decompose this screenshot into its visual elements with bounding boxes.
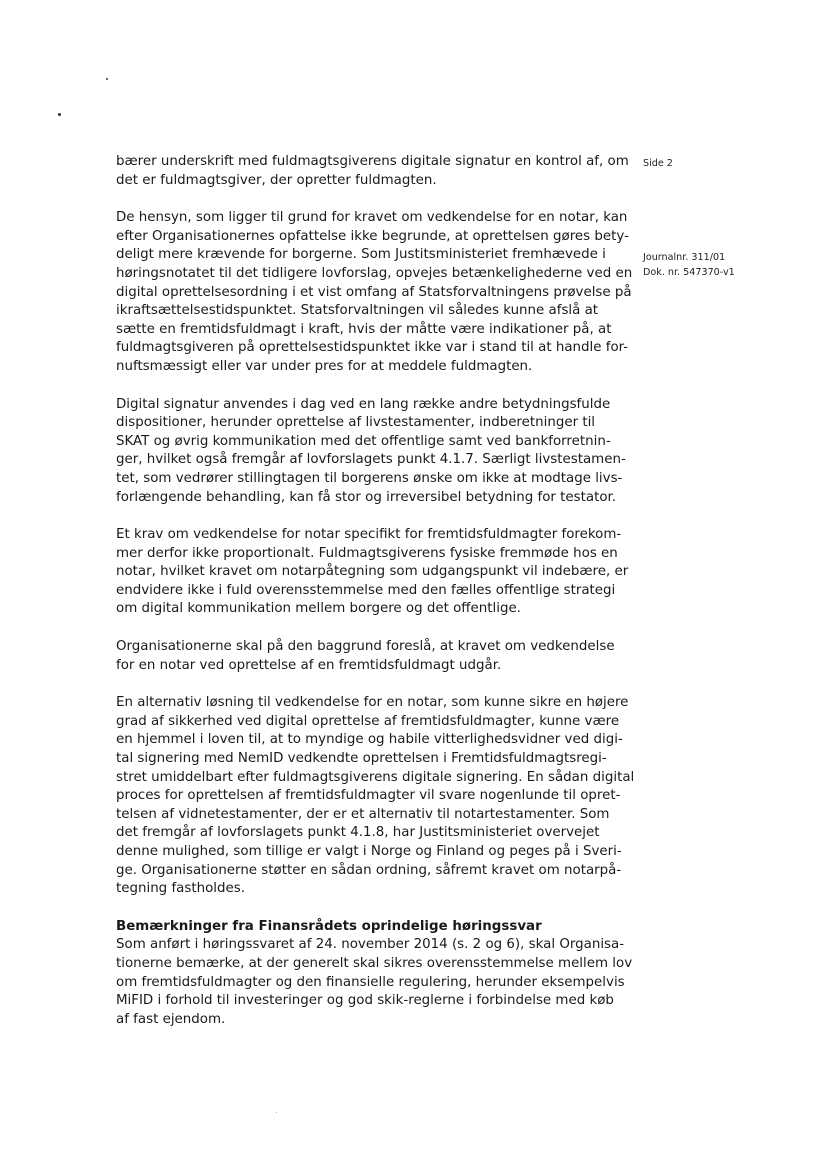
text-line: af fast ejendom. [116,1011,226,1027]
text-line: endvidere ikke i fuld overensstemmelse med den fælles offentlige strategi [116,582,616,598]
text-line: forlængende behandling, kan få stor og irreversibel betydning for testator. [116,489,617,505]
paragraph [116,153,629,190]
scan-speck [276,1112,277,1113]
text-line: Organisationerne skal på den baggrund foreslå, at kravet om vedkendelse [116,639,615,655]
text-line: høringsnotatet til det tidligere lovforslag, opvejes betænkelighederne ved en [116,265,633,281]
text-line: tegning fastholdes. [116,881,245,897]
text-line: fuldmagtsgiveren på oprettelsestidspunktet ikke var i stand til at handle for- [116,340,629,356]
text-line: mer derfor ikke proportionalt. Fuldmagtsgiverens fysiske fremmøde hos en [116,545,618,561]
text-line: De hensyn, som ligger til grund for kravet om vedkendelse for en notar, kan [116,210,628,226]
text-line: Et krav om vedkendelse for notar specifikt for fremtidsfuldmagter forekom- [116,527,622,543]
text-line: deligt mere krævende for borgerne. Som Justitsministeriet fremhævede i [116,247,606,263]
sidebar-page [643,156,673,171]
paragraph [116,209,633,376]
text-line: ger, hvilket også fremgår af lovforslagets punkt 4.1.7. Særligt livstestamen- [116,452,626,468]
text-line: en hjemmel i loven til, at to myndige og habile vitterlighedsvidner ved digi- [116,732,623,748]
text-line: om fremtidsfuldmagter og den finansielle regulering, herunder eksempelvis [116,974,625,990]
section-heading: Bemærkninger fra Finansrådets oprindelige høringssvar [116,918,542,934]
text-line: grad af sikkerhed ved digital oprettelse af fremtidsfuldmagter, kunne være [116,713,620,729]
text-line: for en notar ved oprettelse af en fremtidsfuldmagt udgår. [116,657,502,673]
paragraph [116,396,626,508]
text-line: En alternativ løsning til vedkendelse for en notar, som kunne sikre en højere [116,695,629,711]
section [116,918,633,1030]
sidebar-reference [643,250,735,280]
text-line: telsen af vidnetestamenter, der er et alternativ til notartestamenter. Som [116,806,610,822]
text-line: Digital signatur anvendes i dag ved en lang række andre betydningsfulde [116,396,611,412]
document-number: Dok. nr. 547370-v1 [643,267,735,278]
text-line: SKAT og øvrig kommunikation med det offentlige samt ved bankforretnin- [116,433,611,449]
text-line: bærer underskrift med fuldmagtsgiverens digitale signatur en kontrol af, om [116,154,629,169]
paragraph [116,638,615,675]
text-line: tionerne bemærke, at der generelt skal sikres overensstemmelse mellem lov [116,955,633,971]
text-line: tal signering med NemID vedkendte oprettelsen i Fremtidsfuldmagtsregi- [116,751,607,767]
text-line: det fremgår af lovforslagets punkt 4.1.8, har Justitsministeriet overvejet [116,825,600,841]
text-line: stret umiddelbart efter fuldmagtsgiverens digitale signering. En sådan digital [116,769,635,785]
text-line: efter Organisationernes opfattelse ikke begrunde, at oprettelsen gøres bety- [116,228,629,244]
text-line: sætte en fremtidsfuldmagt i kraft, hvis der måtte være indikationer på, at [116,321,612,337]
document-body [116,153,635,1029]
journal-number: Journalnr. 311/01 [643,252,726,263]
paragraph [116,694,635,899]
scan-speck [106,78,108,80]
text-line: proces for oprettelsen af fremtidsfuldmagter vil svare nogenlunde til opret- [116,788,621,804]
text-line: om digital kommunikation mellem borgere og det offentlige. [116,601,521,617]
text-line: notar, hvilket kravet om notarpåtegning som udgangspunkt vil indebære, er [116,564,629,580]
text-line: det er fuldmagtsgiver, der opretter fuldmagten. [116,172,437,188]
text-line: ikraftsættelsestidspunktet. Statsforvaltningen vil således kunne afslå at [116,303,599,319]
text-line: ge. Organisationerne støtter en sådan ordning, såfremt kravet om notarpå- [116,862,622,878]
text-line: MiFID i forhold til investeringer og god skik-reglerne i forbindelse med køb [116,993,614,1009]
text-line: denne mulighed, som tillige er valgt i Norge og Finland og peges på i Sveri- [116,844,622,859]
text-line: dispositioner, herunder oprettelse af livstestamenter, indberetninger til [116,415,596,431]
text-line: nuftsmæssigt eller var under pres for at meddele fuldmagten. [116,358,533,374]
page-number: Side 2 [643,158,673,169]
text-line: tet, som vedrører stillingtagen til borgerens ønske om ikke at modtage livs- [116,470,623,486]
text-line: Som anført i høringssvaret af 24. november 2014 (s. 2 og 6), skal Organisa- [116,937,625,953]
paragraph [116,526,629,619]
scan-speck [58,113,61,116]
text-line: digital oprettelsesordning i et vist omfang af Statsforvaltningens prøvelse på [116,284,632,300]
